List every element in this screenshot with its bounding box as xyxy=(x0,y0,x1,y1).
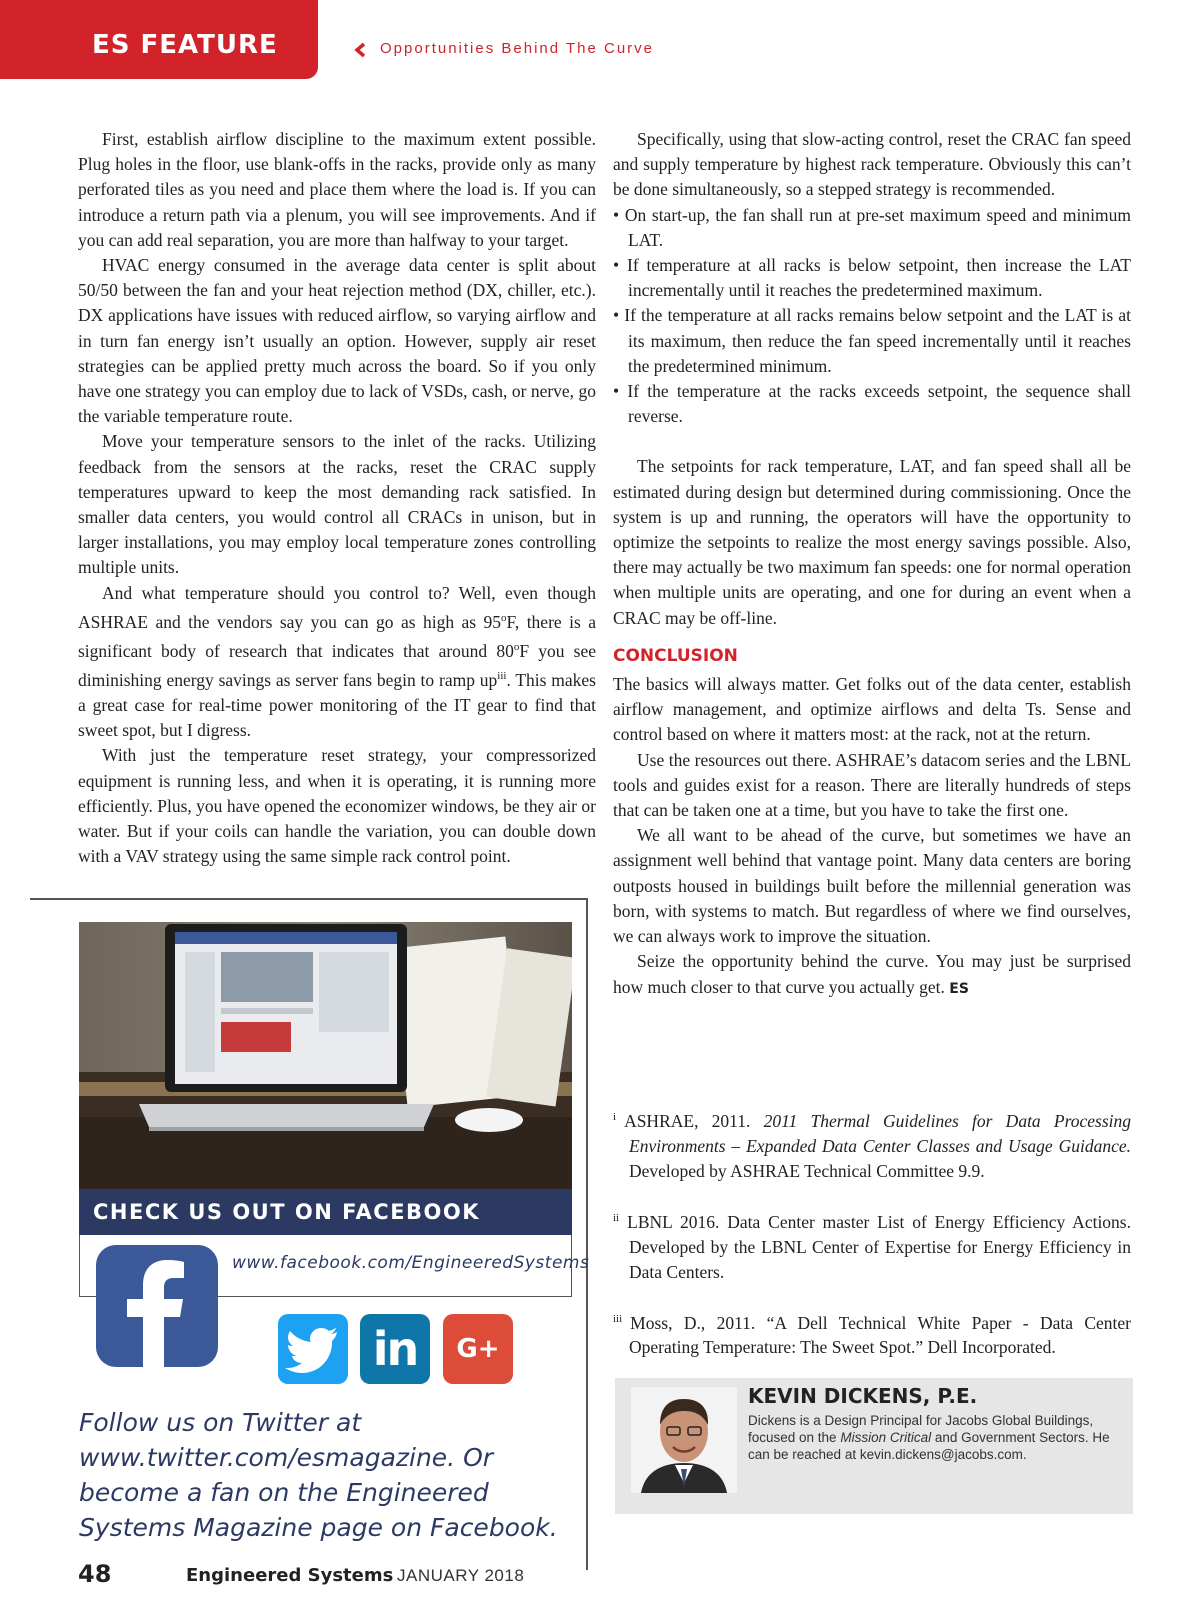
google-plus-icon[interactable]: G+ xyxy=(443,1314,513,1384)
list-item: • If the temperature at the racks exceeds setpoint, the sequence shall reverse. xyxy=(613,379,1131,429)
laptop-photo xyxy=(79,922,572,1189)
list-item: • On start-up, the fan shall run at pre-set maximum speed and minimum LAT. xyxy=(613,203,1131,253)
ad-frame xyxy=(30,898,586,900)
paragraph: First, establish airflow discipline to the maximum extent possible. Plug holes in the floor, use blank-offs in the racks, provide only as many perforated tiles as you need and place them where the load is. If you can introduce a return path via a plenum, you will see improvements. And if you can add real separation, you are more than halfway to your target. xyxy=(78,129,596,250)
paragraph: Use the resources out there. ASHRAE’s datacom series and the LBNL tools and guides exist for a reason. There are literally hundreds of steps that can be taken one at a time, but you have to take the first one. xyxy=(613,749,1131,821)
paragraph: The basics will always matter. Get folks out of the data center, establish airflow management, and optimize airflows and delta Ts. Sense and control based on where it matters most: at the rack, not at the return. xyxy=(613,674,1131,745)
list-item: • If the temperature at all racks remains below setpoint and the LAT is at its maximum, then reduce the fan speed incrementally until it reaches the predetermined minimum. xyxy=(613,303,1131,379)
section-tab xyxy=(0,0,318,79)
strategy-list xyxy=(613,203,1131,430)
follow-text: Follow us on Twitter at www.twitter.com/esmagazine. Or become a fan on the Engineered Systems Magazine page on Facebook. xyxy=(79,1408,558,1542)
author-photo xyxy=(631,1387,737,1493)
issue-date: JANUARY 2018 xyxy=(397,1566,525,1585)
author-name: KEVIN DICKENS, P.E. xyxy=(748,1384,978,1408)
paragraph: HVAC energy consumed in the average data center is split about 50/50 between the fan and your heat rejection method (DX, chiller, etc.). DX applications have issues with reduced airflow, so varying airflow and in turn fan energy isn’t usually an option. However, supply air reset strategies can be applied pretty much across the board. So if you only have one strategy you can employ due to lack of VSDs, cash, or nerve, go the variable temperature route. xyxy=(78,255,596,427)
footnote-ref: iii xyxy=(497,669,507,682)
left-column xyxy=(78,127,596,869)
page-number: 48 xyxy=(78,1560,112,1588)
chevron-left-icon xyxy=(353,42,367,58)
footnote: $^i$ ASHRAE, 2011. 2011 Thermal Guidelines for Data Processing Environments – Expanded Data Center Classes and Usage Guidance. Developed by ASHRAE Technical Committee 9.9. xyxy=(613,1110,1132,1181)
author-bio: Dickens is a Design Principal for Jacobs Global Buildings, focused on the Mission Critical and Government Sectors. He can be reached at kevin.dickens@jacobs.com. xyxy=(748,1413,1110,1462)
list-item: • If temperature at all racks is below setpoint, then increase the LAT incrementally until it reaches the predetermined maximum. xyxy=(613,253,1131,303)
linkedin-icon[interactable]: in xyxy=(360,1314,430,1384)
footnote: $^{ii}$ LBNL 2016. Data Center master List of Energy Efficiency Actions. Developed by the LBNL Center of Expertise for Energy Efficiency in Data Centers. xyxy=(613,1211,1131,1282)
section-heading: CONCLUSION xyxy=(613,645,738,666)
end-mark: ES xyxy=(949,980,969,997)
paragraph: Seize the opportunity behind the curve. You may just be surprised how much closer to that curve you actually get. ES xyxy=(613,951,1131,997)
running-title: Opportunities Behind The Curve xyxy=(380,40,655,57)
footnotes xyxy=(613,1105,1131,1382)
facebook-icon[interactable] xyxy=(96,1245,218,1367)
section-label: ES FEATURE xyxy=(92,30,278,60)
ad-frame xyxy=(586,898,588,1570)
facebook-banner: CHECK US OUT ON FACEBOOK xyxy=(79,1189,572,1235)
paragraph-temperature: And what temperature should you control to? Well, even though ASHRAE and the vendors say you can go as high as 95$^o$F, there is a significant body of research that indicates that around 80$^o$F you see diminishing energy savings as server fans begin to ramp $up^{iii}$. This makes a great case for real-time power monitoring of the IT gear to find that sweet spot, but I digress. xyxy=(78,582,597,741)
right-column xyxy=(613,127,1131,1002)
magazine-name: Engineered Systems xyxy=(186,1565,394,1586)
paragraph: The setpoints for rack temperature, LAT, and fan speed shall all be estimated during design but determined during commissioning. Once the system is up and running, the operators will have the opportunity to optimize the setpoints to realize the most energy savings possible. Also, there may actually be two maximum fan speeds: one for normal operation when multiple units are operating, and one for during an event when a CRAC may be off-line. xyxy=(613,456,1131,628)
footnote: $^{iii}$ Moss, D., 2011. “A Dell Technical White Paper - Data Center Operating Temperature: The Sweet Spot.” Dell Incorporated. xyxy=(613,1312,1131,1358)
paragraph: Specifically, using that slow-acting control, reset the CRAC fan speed and supply temperature by highest rack temperature. Obviously this can’t be done simultaneously, so a stepped strategy is recommended. xyxy=(613,129,1131,200)
paragraph: We all want to be ahead of the curve, but sometimes we have an assignment well behind that vantage point. Many data centers are boring outposts housed in buildings built before the millennial generation was born, with systems to match. But regardless of where we find ourselves, we can always work to improve the situation. xyxy=(613,825,1131,947)
facebook-url-link[interactable]: www.facebook.com/EngineeredSystems xyxy=(232,1253,590,1273)
paragraph: With just the temperature reset strategy, your compressorized equipment is running less, and when it is operating, it is running more efficiently. Plus, you have opened the economizer windows, be they air or water. But if your coils can handle the variation, you can double down with a VAV strategy using the same simple rack control point. xyxy=(78,745,596,867)
paragraph: Move your temperature sensors to the inlet of the racks. Utilizing feedback from the sensors at the racks, reset the CRAC supply temperatures upward to keep the most demanding rack satisfied. In smaller data centers, you would control all CRACs in unison, but in larger installations, you may employ local temperature zones controlling multiple units. xyxy=(78,431,596,578)
twitter-icon[interactable] xyxy=(278,1314,348,1384)
